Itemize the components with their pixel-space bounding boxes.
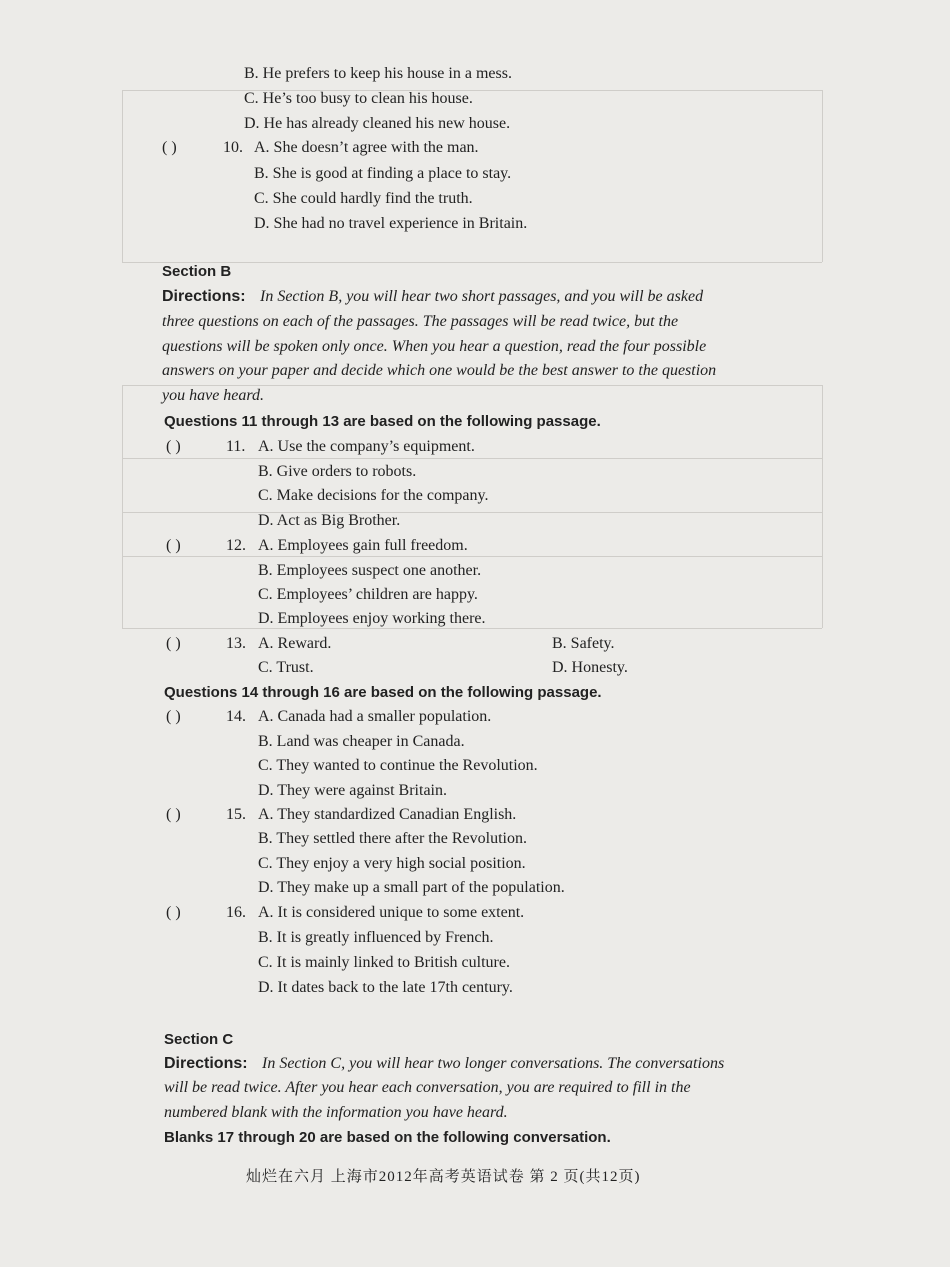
section-c-directions-line-1: In Section C, you will hear two longer conversations. The conversations	[262, 1055, 725, 1072]
bleed-through-line	[122, 90, 123, 262]
answer-blank-q10[interactable]: ( )	[162, 139, 177, 156]
q11-option-d: D. Act as Big Brother.	[258, 512, 401, 529]
page-footer: 灿烂在六月 上海市2012年高考英语试卷 第 2 页(共12页)	[246, 1169, 641, 1185]
group-heading-14-16: Questions 14 through 16 are based on the following passage.	[164, 684, 602, 701]
q15-option-a: A. They standardized Canadian English.	[258, 806, 517, 823]
answer-blank-q12[interactable]: ( )	[166, 537, 181, 554]
q9-option-b: B. He prefers to keep his house in a mess.	[244, 65, 512, 82]
question-number-12: 12.	[226, 537, 246, 554]
section-c-title: Section C	[164, 1031, 234, 1048]
bleed-through-line	[122, 385, 123, 628]
q10-option-b: B. She is good at finding a place to stay.	[254, 165, 512, 182]
section-c-directions-line-3: numbered blank with the information you have heard.	[164, 1104, 508, 1121]
q13-option-d: D. Honesty.	[552, 659, 628, 676]
bleed-through-line	[822, 385, 823, 628]
blanks-heading-17-20: Blanks 17 through 20 are based on the following conversation.	[164, 1129, 611, 1146]
q14-option-d: D. They were against Britain.	[258, 782, 447, 799]
q16-option-c: C. It is mainly linked to British culture.	[258, 954, 510, 971]
q12-option-b: B. Employees suspect one another.	[258, 562, 482, 579]
section-b-directions-line-4: answers on your paper and decide which one would be the best answer to the question	[162, 362, 717, 379]
question-number-16: 16.	[226, 904, 246, 921]
section-b-directions-line-5: you have heard.	[162, 387, 265, 404]
q15-option-d: D. They make up a small part of the population.	[258, 879, 565, 896]
section-b-title: Section B	[162, 263, 232, 280]
section-c-directions-label: Directions:	[164, 1055, 248, 1072]
q12-option-d: D. Employees enjoy working there.	[258, 610, 486, 627]
q13-option-a: A. Reward.	[258, 635, 332, 652]
q13-option-c: C. Trust.	[258, 659, 314, 676]
q9-option-c: C. He’s too busy to clean his house.	[244, 90, 473, 107]
bleed-through-line	[122, 512, 822, 513]
q14-option-b: B. Land was cheaper in Canada.	[258, 733, 465, 750]
bleed-through-line	[122, 458, 822, 459]
section-c-directions-line-2: will be read twice. After you hear each conversation, you are required to fill in the	[164, 1079, 691, 1096]
question-number-10: 10.	[223, 139, 243, 156]
q16-option-b: B. It is greatly influenced by French.	[258, 929, 494, 946]
answer-blank-q16[interactable]: ( )	[166, 904, 181, 921]
answer-blank-q14[interactable]: ( )	[166, 708, 181, 725]
question-number-15: 15.	[226, 806, 246, 823]
section-b-directions-line-1: In Section B, you will hear two short passages, and you will be asked	[260, 288, 704, 305]
q16-option-a: A. It is considered unique to some extent.	[258, 904, 525, 921]
section-b-directions-label: Directions:	[162, 288, 246, 305]
q14-option-c: C. They wanted to continue the Revolution.	[258, 757, 538, 774]
answer-blank-q11[interactable]: ( )	[166, 438, 181, 455]
bleed-through-line	[822, 90, 823, 262]
q10-option-a: A. She doesn’t agree with the man.	[254, 139, 479, 156]
section-b-directions-line-2: three questions on each of the passages. The passages will be read twice, but the	[162, 313, 679, 330]
question-number-14: 14.	[226, 708, 246, 725]
bleed-through-line	[122, 556, 822, 557]
q10-option-d: D. She had no travel experience in Britain.	[254, 215, 528, 232]
question-number-11: 11.	[226, 438, 246, 455]
answer-blank-q13[interactable]: ( )	[166, 635, 181, 652]
q12-option-c: C. Employees’ children are happy.	[258, 586, 478, 603]
q10-option-c: C. She could hardly find the truth.	[254, 190, 473, 207]
q12-option-a: A. Employees gain full freedom.	[258, 537, 468, 554]
q15-option-c: C. They enjoy a very high social position.	[258, 855, 526, 872]
q14-option-a: A. Canada had a smaller population.	[258, 708, 492, 725]
group-heading-11-13: Questions 11 through 13 are based on the following passage.	[164, 413, 601, 430]
q13-option-b: B. Safety.	[552, 635, 615, 652]
q11-option-b: B. Give orders to robots.	[258, 463, 417, 480]
q9-option-d: D. He has already cleaned his new house.	[244, 115, 511, 132]
section-b-directions-line-3: questions will be spoken only once. When you hear a question, read the four possible	[162, 338, 707, 355]
q15-option-b: B. They settled there after the Revolution.	[258, 830, 527, 847]
answer-blank-q15[interactable]: ( )	[166, 806, 181, 823]
q11-option-a: A. Use the company’s equipment.	[258, 438, 475, 455]
q16-option-d: D. It dates back to the late 17th century.	[258, 979, 513, 996]
q11-option-c: C. Make decisions for the company.	[258, 487, 489, 504]
question-number-13: 13.	[226, 635, 246, 652]
